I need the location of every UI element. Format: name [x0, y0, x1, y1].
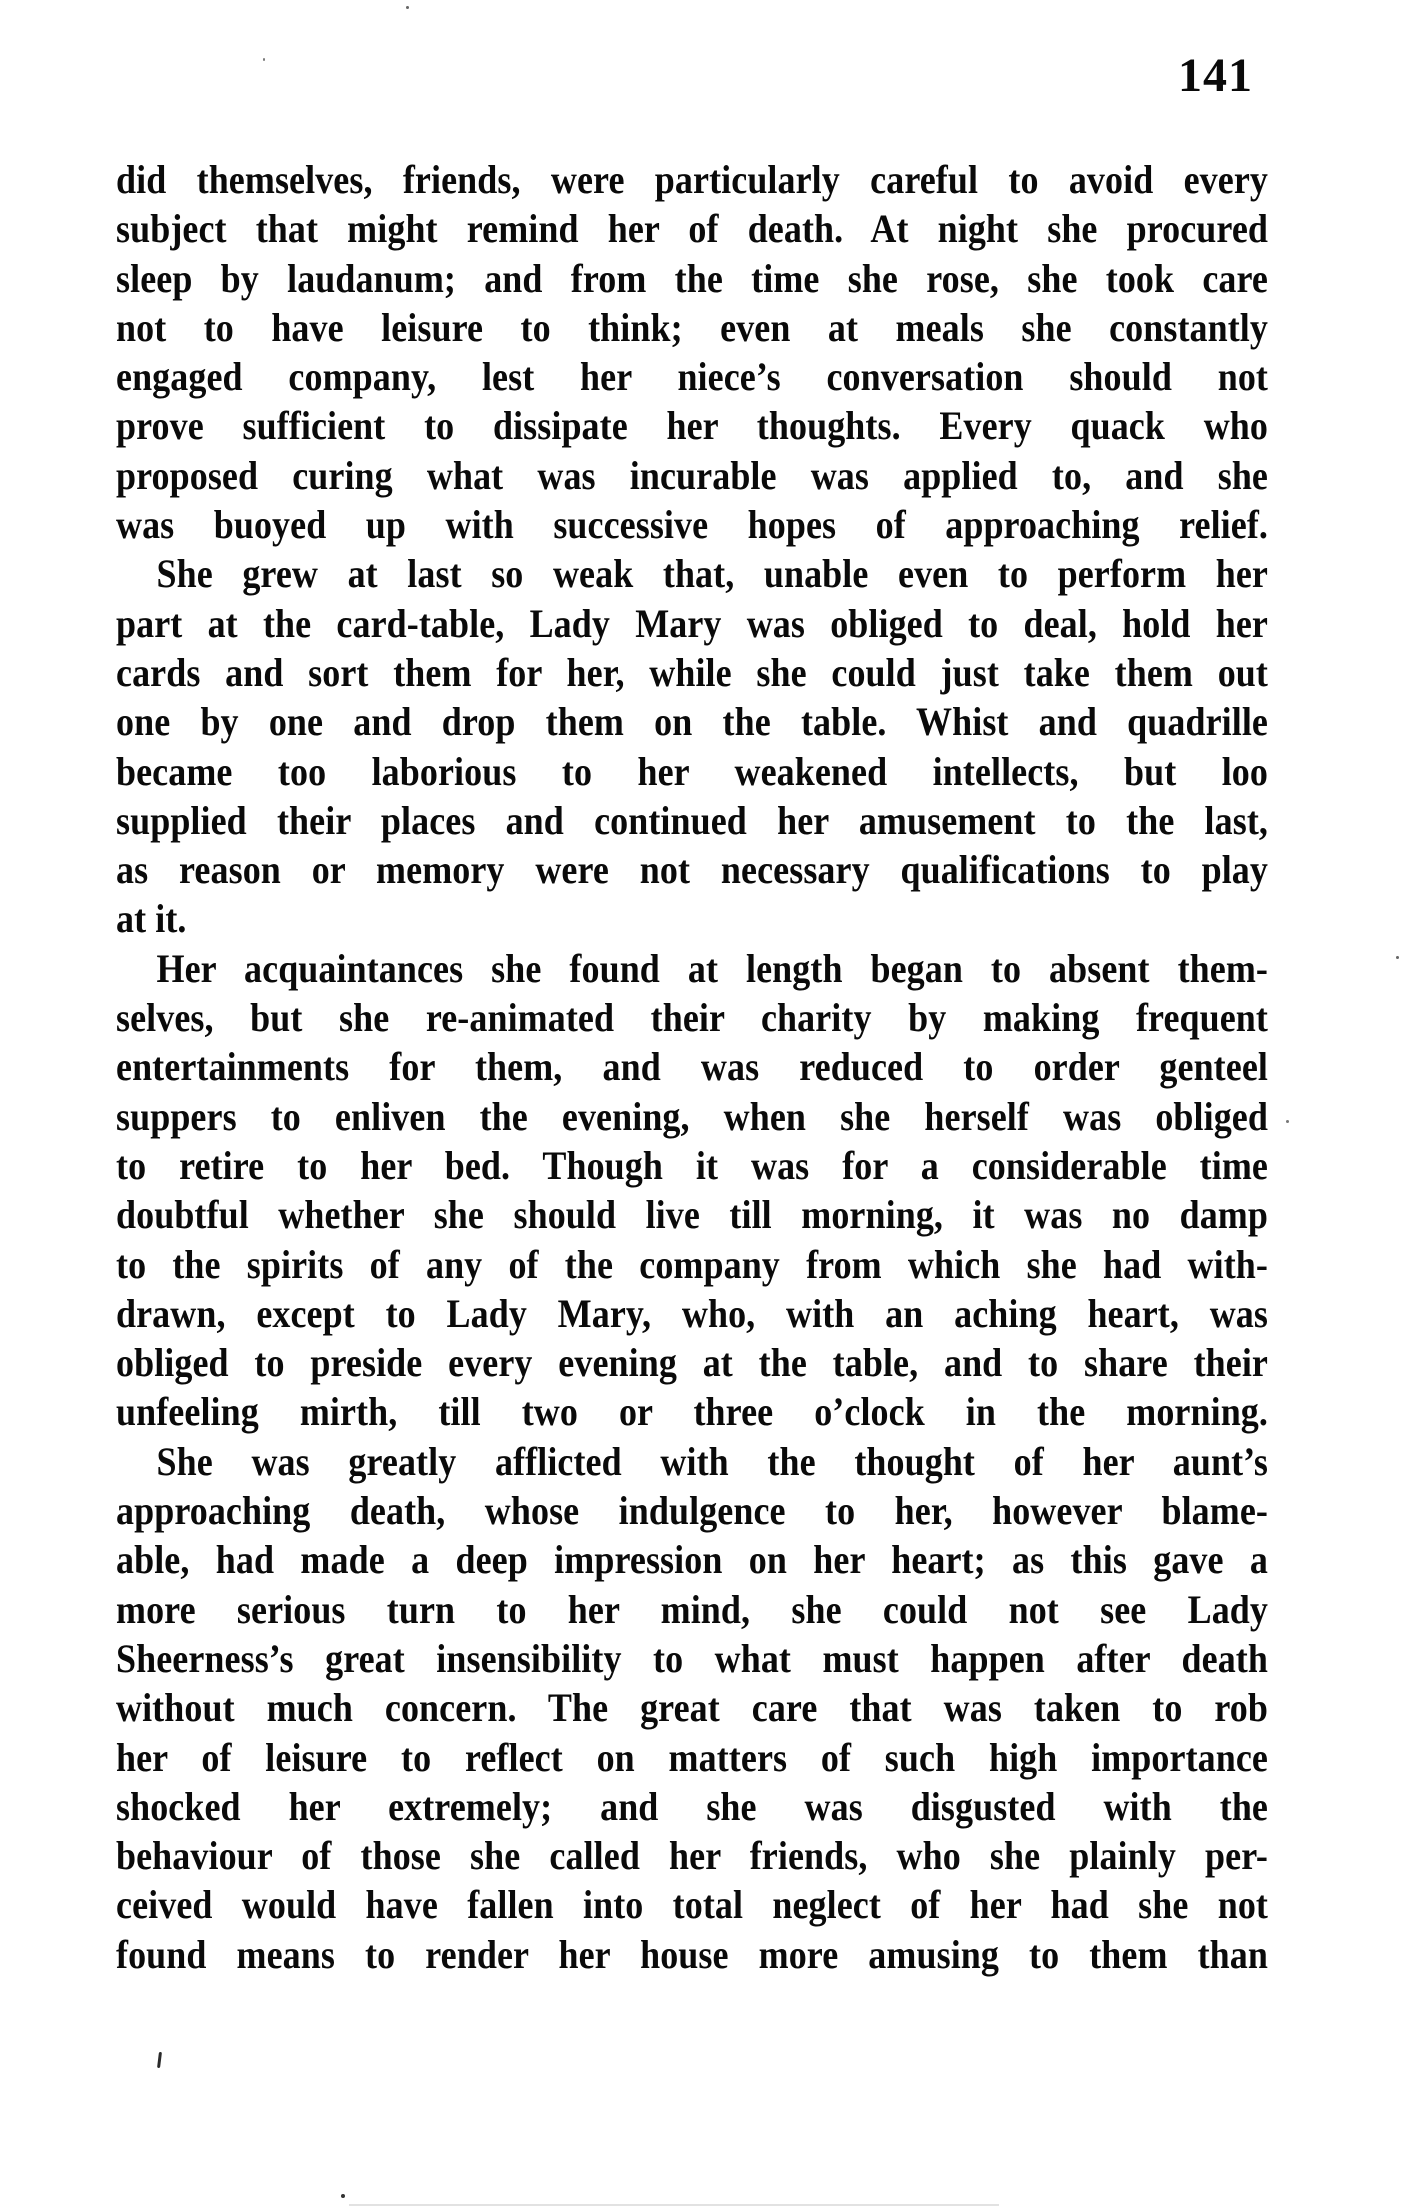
text-line: obliged to preside every evening at the table, and to share their — [116, 1340, 1268, 1386]
paragraph — [116, 944, 1268, 1437]
page-text — [116, 155, 1268, 1979]
text-line: Her acquaintances she found at length began to absent them- — [156, 945, 1268, 991]
text-line: was buoyed up with successive hopes of approaching relief. — [116, 502, 1268, 548]
text-line: supplied their places and continued her amusement to the last, — [116, 797, 1268, 843]
text-line: to the spirits of any of the company from which she had with- — [116, 1241, 1268, 1287]
text-line: unfeeling mirth, till two or three o’clock in the morning. — [116, 1389, 1268, 1435]
scan-speck — [1286, 1120, 1289, 1123]
scan-artifact-line — [349, 2204, 999, 2206]
text-line: at it. — [116, 896, 187, 942]
scan-speck — [406, 6, 409, 9]
text-line: found means to render her house more amusing to them than — [116, 1931, 1268, 1977]
paragraph — [116, 549, 1268, 943]
text-line: to retire to her bed. Though it was for a considerable time — [116, 1142, 1268, 1188]
text-line: subject that might remind her of death. At night she procured — [116, 206, 1268, 252]
text-line: able, had made a deep impression on her heart; as this gave a — [116, 1537, 1268, 1583]
text-line: without much concern. The great care that was taken to rob — [116, 1685, 1268, 1731]
scan-speck — [263, 58, 265, 61]
scan-speck — [157, 2052, 162, 2068]
text-line: cards and sort them for her, while she could just take them out — [116, 649, 1268, 695]
text-line: proposed curing what was incurable was applied to, and she — [116, 452, 1268, 498]
text-line: as reason or memory were not necessary qualifications to play — [116, 847, 1268, 893]
text-line: ceived would have fallen into total neglect of her had she not — [116, 1882, 1268, 1928]
text-line: did themselves, friends, were particularly careful to avoid every — [116, 157, 1268, 202]
text-line: approaching death, whose indulgence to her, however blame- — [116, 1488, 1268, 1534]
paragraph — [116, 155, 1268, 549]
text-line: one by one and drop them on the table. Whist and quadrille — [116, 699, 1268, 745]
text-line: behaviour of those she called her friends, who she plainly per- — [116, 1833, 1268, 1879]
text-line: Sheerness’s great insensibility to what must happen after death — [116, 1635, 1268, 1681]
text-line: shocked her extremely; and she was disgusted with the — [116, 1783, 1268, 1829]
page-number: 141 — [1178, 49, 1253, 102]
text-line: She grew at last so weak that, unable even to perform her — [156, 551, 1268, 597]
text-line: prove sufficient to dissipate her thoughts. Every quack who — [116, 403, 1268, 449]
text-line: selves, but she re-animated their charity by making frequent — [116, 995, 1268, 1041]
text-line: more serious turn to her mind, she could not see Lady — [116, 1586, 1268, 1632]
text-line: She was greatly afflicted with the thought of her aunt’s — [156, 1438, 1268, 1484]
text-line: entertainments for them, and was reduced to order genteel — [116, 1044, 1268, 1090]
text-line: not to have leisure to think; even at meals she constantly — [116, 304, 1268, 350]
scan-speck — [341, 2194, 345, 2198]
scan-speck — [1396, 956, 1399, 959]
text-line: doubtful whether she should live till morning, it was no damp — [116, 1192, 1268, 1238]
text-line: engaged company, lest her niece’s conversation should not — [116, 354, 1268, 400]
text-line: part at the card-table, Lady Mary was obliged to deal, hold her — [116, 600, 1268, 646]
text-line: drawn, except to Lady Mary, who, with an aching heart, was — [116, 1290, 1268, 1336]
text-line: suppers to enliven the evening, when she herself was obliged — [116, 1093, 1268, 1139]
paragraph — [116, 1437, 1268, 1979]
text-line: her of leisure to reflect on matters of such high importance — [116, 1734, 1268, 1780]
text-line: became too laborious to her weakened intellects, but loo — [116, 748, 1268, 794]
text-line: sleep by laudanum; and from the time she rose, she took care — [116, 255, 1268, 301]
